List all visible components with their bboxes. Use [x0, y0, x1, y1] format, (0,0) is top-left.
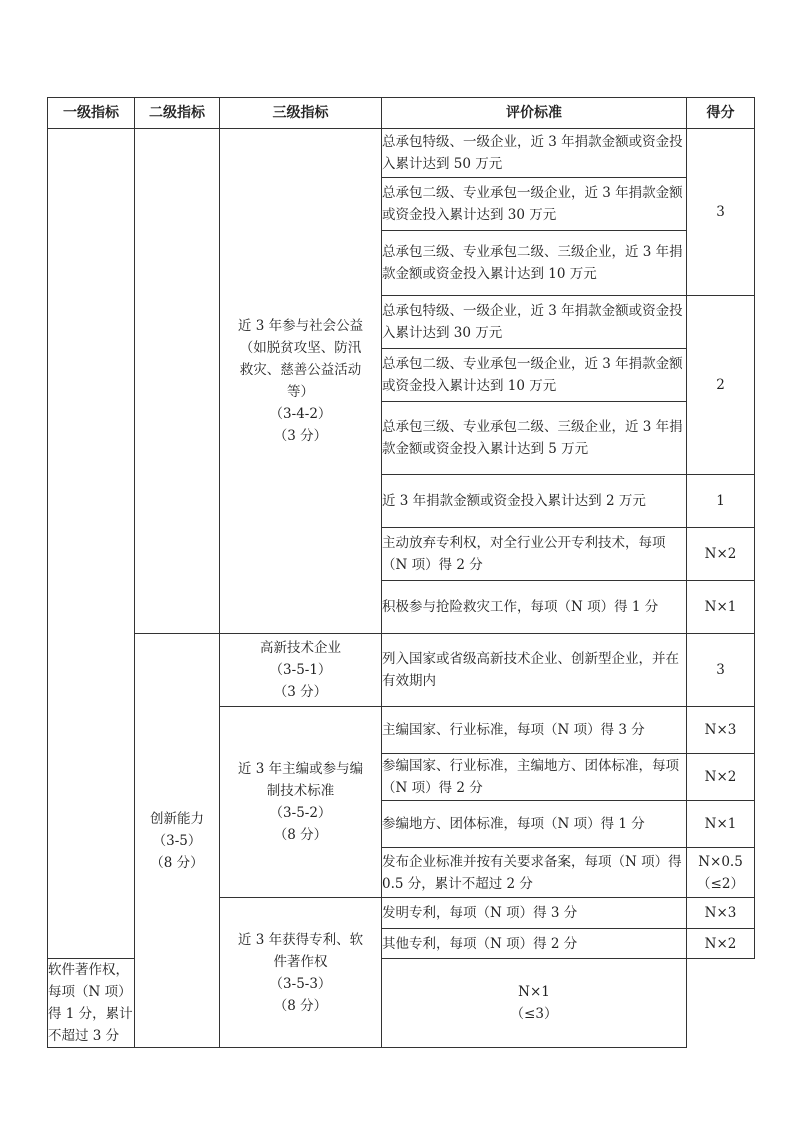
score-line: （≤3）	[510, 1006, 558, 1022]
score-cell	[687, 848, 755, 898]
indicator-line: （3-5-2）	[269, 805, 332, 821]
indicator-line: 制技术标准	[266, 783, 335, 799]
table-row	[48, 129, 755, 178]
criteria-cell: 近 3 年捐款金额或资金投入累计达到 2 万元	[382, 475, 687, 528]
public-welfare-indicator	[220, 129, 382, 634]
score-line: （≤2）	[697, 875, 744, 892]
indicator-line: 救灾、慈善公益活动	[239, 362, 362, 378]
indicator-line: （3 分）	[273, 428, 328, 444]
indicator-line: （3-4-2）	[269, 406, 332, 422]
criteria-cell: 其他专利，每项（N 项）得 2 分	[382, 929, 687, 959]
criteria-cell: 发布企业标准并按有关要求备案，每项（N 项）得 0.5 分，累计不超过 2 分	[382, 848, 687, 898]
score-cell: N×2	[687, 754, 755, 801]
standards-indicator	[220, 707, 382, 898]
hightech-indicator	[220, 634, 382, 707]
indicator-line: 高新技术企业	[260, 640, 341, 656]
header-level1: 一级指标	[48, 98, 135, 129]
criteria-cell: 列入国家或省级高新技术企业、创新型企业，并在有效期内	[382, 634, 687, 707]
indicator-line: 近 3 年获得专利、软	[237, 931, 364, 948]
indicator-line: （3 分）	[273, 684, 328, 700]
indicator-line: （如脱贫攻坚、防汛	[239, 340, 362, 356]
indicator-line: 等）	[287, 384, 314, 400]
indicator-line: （8 分）	[273, 827, 328, 843]
indicator-line: （3-5）	[152, 832, 202, 849]
score-line: N×1	[518, 984, 550, 1000]
indicator-line: 近 3 年主编或参与编	[237, 761, 364, 777]
score-cell: 3	[687, 129, 755, 296]
innovation-indicator	[135, 634, 220, 1048]
score-cell: N×3	[687, 898, 755, 929]
indicator-line: （8 分）	[150, 854, 204, 871]
criteria-cell: 参编国家、行业标准，主编地方、团体标准，每项（N 项）得 2 分	[382, 754, 687, 801]
score-cell	[382, 959, 687, 1048]
criteria-cell: 总承包三级、专业承包二级、三级企业，近 3 年捐款金额或资金投入累计达到 5 万元	[382, 402, 687, 475]
indicator-line: （8 分）	[273, 997, 328, 1014]
header-score: 得分	[687, 98, 755, 129]
criteria-cell: 主编国家、行业标准，每项（N 项）得 3 分	[382, 707, 687, 754]
table-row	[48, 634, 755, 707]
score-cell: N×3	[687, 707, 755, 754]
header-level3: 三级指标	[220, 98, 382, 129]
score-cell: 1	[687, 475, 755, 528]
criteria-cell: 总承包二级、专业承包一级企业，近 3 年捐款金额或资金投入累计达到 30 万元	[382, 178, 687, 231]
score-cell: N×1	[687, 801, 755, 848]
score-cell: 2	[687, 296, 755, 475]
criteria-cell: 发明专利，每项（N 项）得 3 分	[382, 898, 687, 929]
indicator-line: 创新能力	[150, 810, 204, 827]
score-cell: N×2	[687, 929, 755, 959]
score-cell: 3	[687, 634, 755, 707]
score-cell: N×1	[687, 581, 755, 634]
indicator-line: （3-5-3）	[269, 975, 332, 992]
indicator-line: （3-5-1）	[269, 662, 332, 678]
criteria-cell: 总承包特级、一级企业，近 3 年捐款金额或资金投入累计达到 30 万元	[382, 296, 687, 349]
score-line: N×0.5	[698, 853, 743, 870]
evaluation-table	[47, 97, 755, 1048]
header-level2: 二级指标	[135, 98, 220, 129]
header-criteria: 评价标准	[382, 98, 687, 129]
patents-indicator	[220, 898, 382, 1048]
criteria-cell: 主动放弃专利权，对全行业公开专利技术，每项（N 项）得 2 分	[382, 528, 687, 581]
criteria-cell: 总承包特级、一级企业，近 3 年捐款金额或资金投入累计达到 50 万元	[382, 129, 687, 178]
criteria-cell: 积极参与抢险救灾工作，每项（N 项）得 1 分	[382, 581, 687, 634]
table-header-row	[48, 98, 755, 129]
indicator-line: 件著作权	[273, 953, 328, 970]
score-cell: N×2	[687, 528, 755, 581]
criteria-cell: 总承包三级、专业承包二级、三级企业，近 3 年捐款金额或资金投入累计达到 10 万元	[382, 231, 687, 296]
criteria-cell: 参编地方、团体标准，每项（N 项）得 1 分	[382, 801, 687, 848]
indicator-line: 近 3 年参与社会公益	[237, 318, 364, 334]
level1-cell	[48, 129, 135, 959]
criteria-cell: 总承包二级、专业承包一级企业，近 3 年捐款金额或资金投入累计达到 10 万元	[382, 349, 687, 402]
level2-cell-empty	[135, 129, 220, 634]
criteria-cell: 软件著作权，每项（N 项）得 1 分，累计不超过 3 分	[48, 959, 135, 1048]
